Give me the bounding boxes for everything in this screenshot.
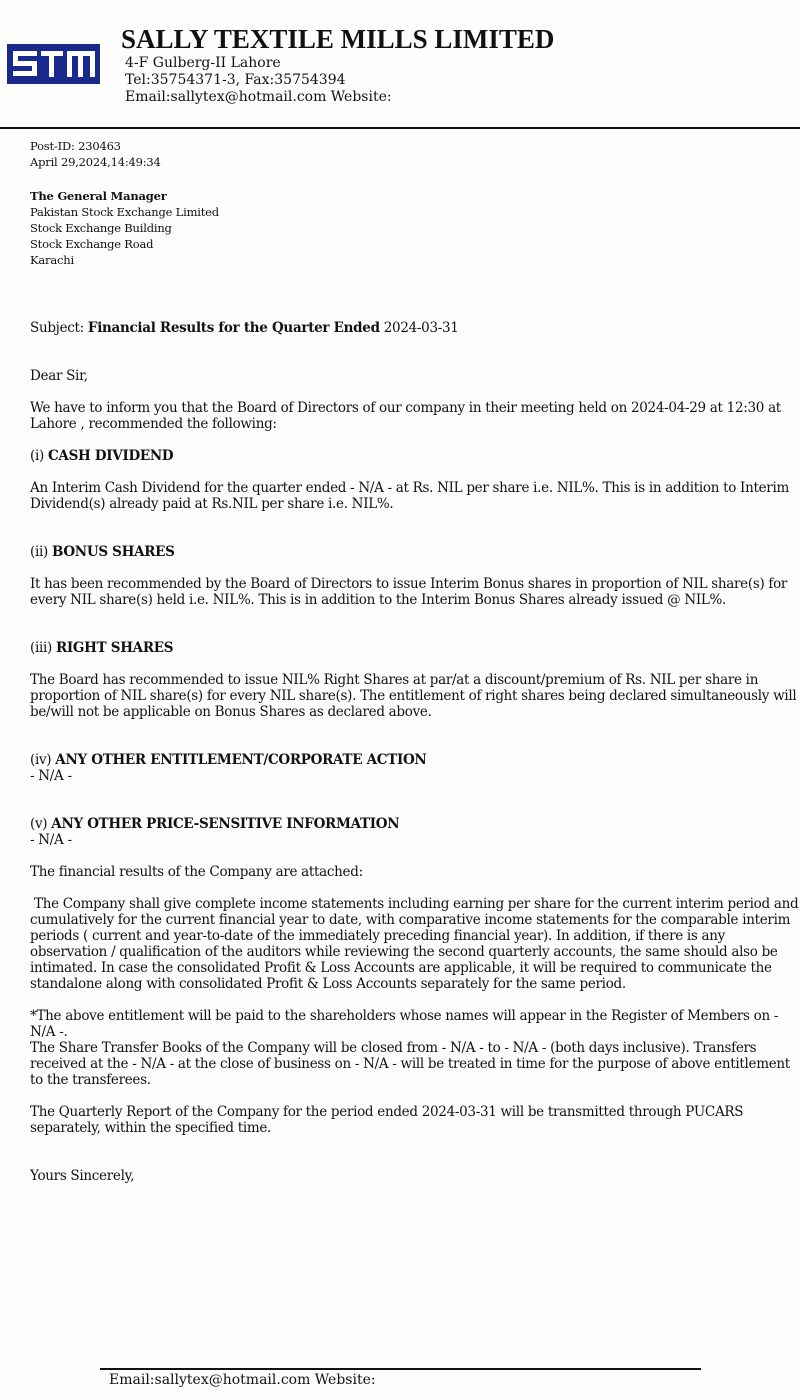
paragraph: The Share Transfer Books of the Company will be closed from - N/A - to - N/A - (both days inclusive). Transfers received at the - N/A - at the close of business on - N/A - will be treated in time for the purpose of above entitlement to the transferees. <box>30 1040 790 1088</box>
paragraph: *The above entitlement will be paid to the shareholders whose names will appear in the Register of Members on - N/A -. <box>30 1008 779 1040</box>
subject-line <box>30 320 800 336</box>
section-number: (iv) <box>30 752 52 768</box>
salutation: Dear Sir, <box>30 368 88 384</box>
section-title: BONUS SHARES <box>51 544 175 560</box>
company-email: Email:sallytex@hotmail.com Website: <box>125 89 392 105</box>
subject-title: Financial Results for the Quarter Ended <box>87 320 380 336</box>
section-number: (ii) <box>30 544 48 560</box>
recipient-line: Karachi <box>30 253 74 267</box>
section-number: (i) <box>30 448 44 464</box>
recipient-title: The General Manager <box>30 189 167 203</box>
section-number: (v) <box>30 816 48 832</box>
section-text: The Board has recommended to issue NIL% Right Shares at par/at a discount/premium of Rs. NIL per share in proportion of NIL share(s) for every NIL share(s). The entitlement of right shares being declared simultaneously will be/will not be applicable on Bonus Shares as declared above. <box>30 672 797 720</box>
section-title: ANY OTHER ENTITLEMENT/CORPORATE ACTION <box>55 752 427 768</box>
recipient-line: Stock Exchange Road <box>30 237 154 251</box>
subject-date: 2024-03-31 <box>383 320 459 336</box>
closing: Yours Sincerely, <box>30 1168 135 1184</box>
paragraph: The Company shall give complete income statements including earning per share for the current interim period and cumulatively for the current financial year to date, with comparative income statements for the comparable interim periods ( current and year-to-date of the immediately preceding financial year). In addition, if there is any observation / qualification of the auditors while reviewing the second quarterly accounts, the same should also be intimated. In case the consolidated Profit & Loss Accounts are applicable, it will be required to communicate the standalone along with consolidated Profit & Loss Accounts separately for the same period. <box>30 896 799 992</box>
subject-label: Subject: <box>30 320 84 336</box>
section-title: RIGHT SHARES <box>56 640 174 656</box>
recipient-line: Stock Exchange Building <box>30 221 172 235</box>
section-text: An Interim Cash Dividend for the quarter ended - N/A - at Rs. NIL per share i.e. NIL%. This is in addition to Interim Dividend(s) already paid at Rs.NIL per share i.e. NIL%. <box>30 480 789 512</box>
company-logo <box>7 44 100 84</box>
intro-paragraph: We have to inform you that the Board of Directors of our company in their meeting held on 2024-04-29 at 12:30 at Lahore , recommended the following: <box>30 400 781 432</box>
paragraph: The Quarterly Report of the Company for the period ended 2024-03-31 will be transmitted through PUCARS separately, within the specified time. <box>30 1104 744 1136</box>
section-text: It has been recommended by the Board of Directors to issue Interim Bonus shares in proportion of NIL share(s) for every NIL share(s) held i.e. NIL%. This is in addition to the Interim Bonus Shares already issued @ NIL%. <box>30 576 788 608</box>
section-heading <box>30 752 800 768</box>
section-heading <box>30 640 800 656</box>
section-heading <box>30 448 800 464</box>
header-divider <box>0 127 800 129</box>
section-heading <box>30 544 800 560</box>
section-text: - N/A - <box>30 832 72 848</box>
footer-divider <box>100 1368 701 1370</box>
post-date: April 29,2024,14:49:34 <box>30 155 161 169</box>
section-heading <box>30 816 800 832</box>
section-text: - N/A - <box>30 768 72 784</box>
company-phone: Tel:35754371-3, Fax:35754394 <box>125 72 346 88</box>
recipient-line: Pakistan Stock Exchange Limited <box>30 205 219 219</box>
footer-email: Email:sallytex@hotmail.com Website: <box>109 1372 376 1388</box>
post-id: Post-ID: 230463 <box>30 139 121 153</box>
section-number: (iii) <box>30 640 52 656</box>
section-title: CASH DIVIDEND <box>47 448 174 464</box>
company-address: 4-F Gulberg-II Lahore <box>125 55 281 71</box>
section-title: ANY OTHER PRICE-SENSITIVE INFORMATION <box>51 816 400 832</box>
company-name: SALLY TEXTILE MILLS LIMITED <box>121 24 555 54</box>
paragraph: The financial results of the Company are attached: <box>30 864 363 880</box>
